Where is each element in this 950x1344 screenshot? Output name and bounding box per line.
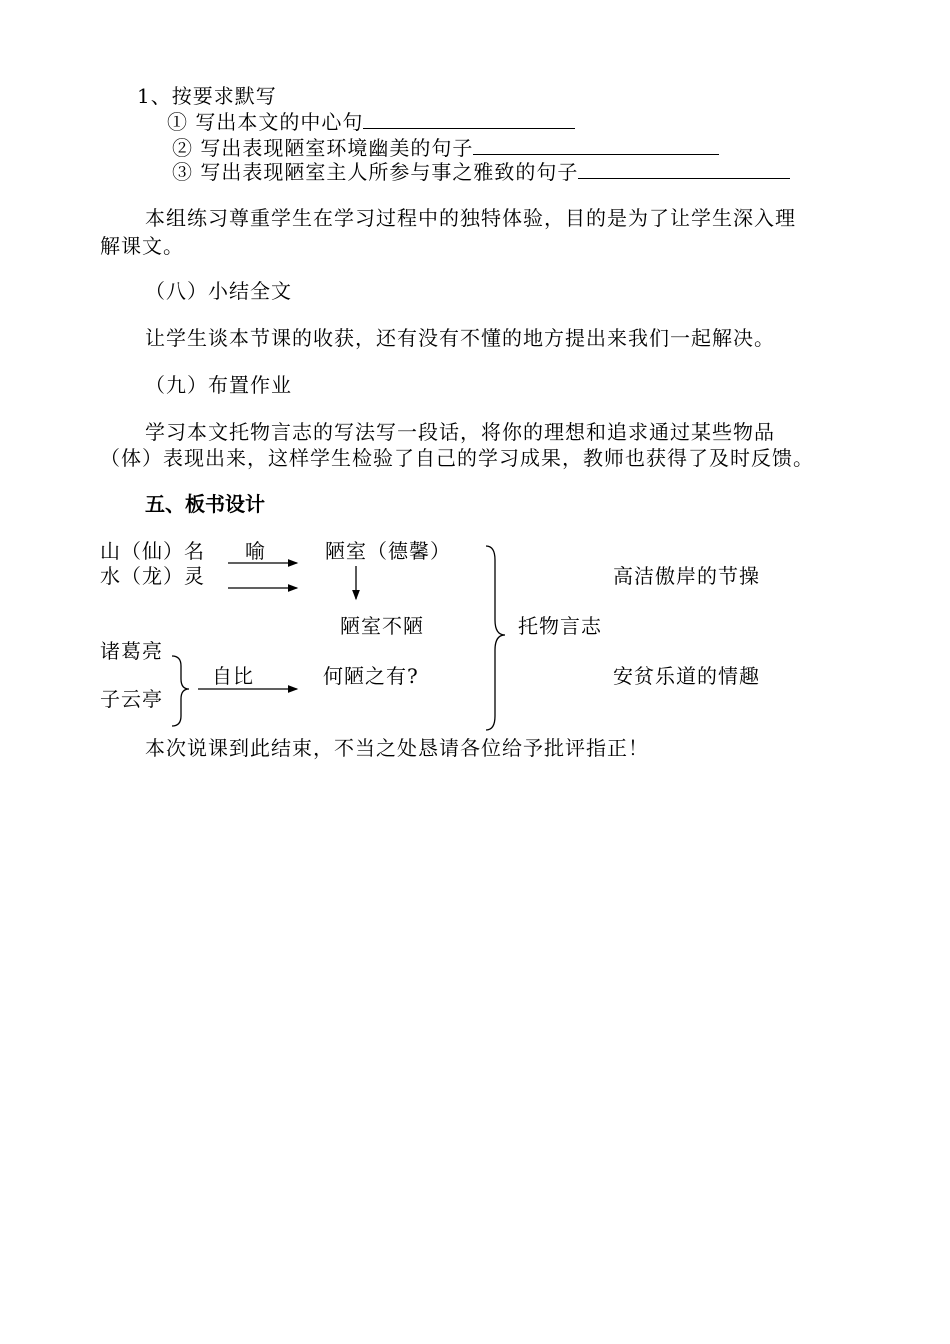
board-left-top-2: 水（龙）灵	[100, 564, 205, 588]
board-room-virtue: 陋室（德馨）	[325, 539, 451, 563]
board-right-2: 安贫乐道的情趣	[613, 664, 760, 688]
small-brace	[172, 656, 189, 726]
summary-heading: （八）小结全文	[145, 279, 292, 303]
homework-line-1: 学习本文托物言志的写法写一段话，将你的理想和追求通过某些物品	[145, 420, 775, 444]
board-right-1: 高洁傲岸的节操	[613, 564, 760, 588]
homework-line-2: （体）表现出来，这样学生检验了自己的学习成果，教师也获得了及时反馈。	[100, 446, 814, 470]
board-yu: 喻	[245, 539, 265, 563]
board-zibi: 自比	[212, 664, 254, 688]
board-left-top-1: 山（仙）名	[100, 539, 205, 563]
summary-text: 让学生谈本节课的收获，还有没有不懂的地方提出来我们一起解决。	[145, 326, 775, 350]
dictation-item-2-text: ② 写出表现陋室环境幽美的句子	[172, 136, 474, 160]
explain-line-2: 解课文。	[100, 234, 184, 258]
closing-text: 本次说课到此结束，不当之处恳请各位给予批评指正！	[145, 736, 649, 760]
board-center: 托物言志	[518, 614, 602, 638]
dictation-item-3-text: ③ 写出表现陋室主人所参与事之雅致的句子	[172, 160, 579, 184]
board-heading: 五、板书设计	[145, 492, 265, 516]
homework-heading: （九）布置作业	[145, 373, 292, 397]
board-left-bottom-2: 子云亭	[100, 687, 163, 711]
board-what-humble: 何陋之有?	[323, 664, 419, 688]
explain-line-1: 本组练习尊重学生在学习过程中的独特体验，目的是为了让学生深入理	[145, 206, 796, 230]
dictation-title: 1、按要求默写	[137, 84, 277, 108]
dictation-item-1-text: ① 写出本文的中心句	[167, 110, 364, 134]
board-left-bottom-1: 诸葛亮	[100, 639, 163, 663]
board-room-not-humble: 陋室不陋	[340, 614, 424, 638]
large-brace	[486, 546, 505, 730]
